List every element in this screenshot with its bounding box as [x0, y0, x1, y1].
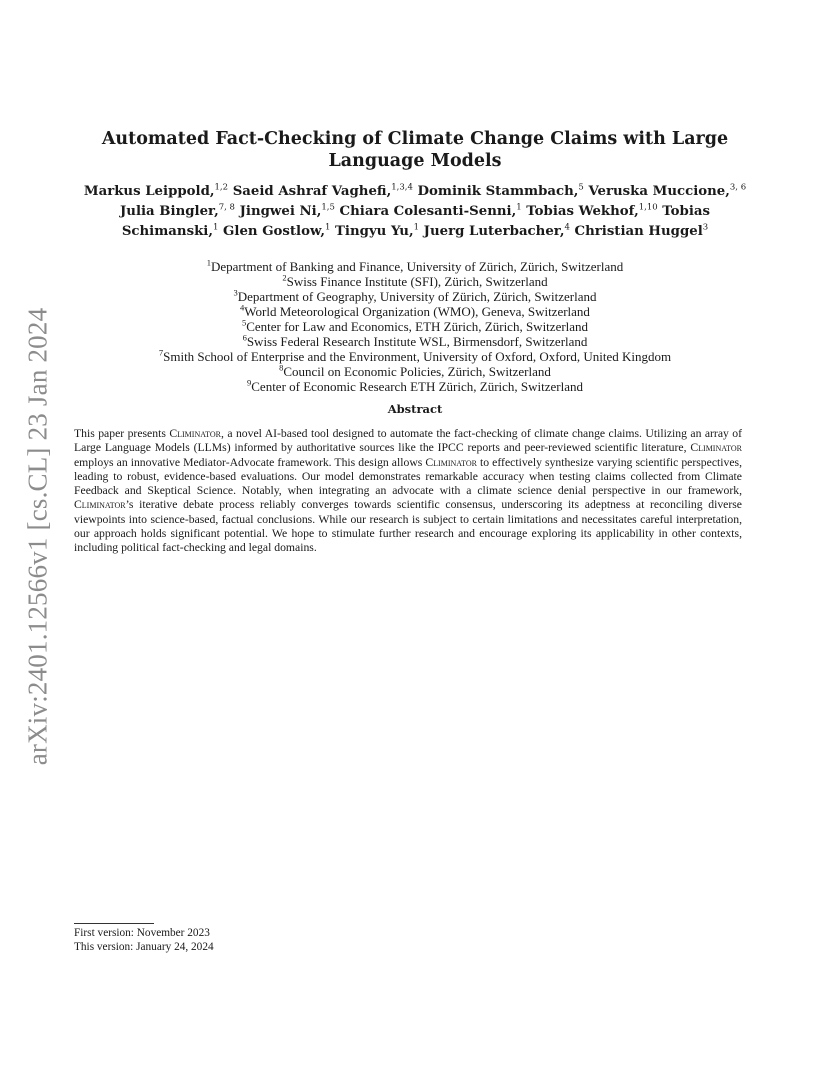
author-affiliation-marker: 1 — [413, 222, 420, 233]
author: Chiara Colesanti-Senni,$^1$ — [339, 202, 522, 219]
author: Juerg Luterbacher,$^4$ — [423, 222, 570, 239]
author-affiliation-marker: 1,5 — [321, 202, 335, 213]
this-version-note: This version: January 24, 2024 — [74, 941, 214, 953]
author-affiliation-marker: 1 — [516, 202, 522, 213]
author: Veruska Muccione,$^{3, 6}$ — [588, 182, 747, 199]
tool-name: Climinator — [425, 455, 478, 469]
abstract-segment: to effectively synthesize varying scientific perspectives, leading to robust, evidence-based evaluations. Our model demonstrates remarkable accuracy when testing claims collected from Climate Feedback and Skeptical Science. Notably, when integrating an advocate with a climate science denial perspective in our framework, — [74, 455, 742, 497]
author-affiliation-marker: 1 — [212, 222, 219, 233]
abstract-segment: This paper presents — [74, 427, 170, 440]
author: Dominik Stammbach,$^5$ — [417, 182, 584, 199]
author: Jingwei Ni,$^{1,5}$ — [239, 202, 335, 219]
affiliation: $^6$Swiss Federal Research Institute WSL, Birmensdorf, Switzerland — [242, 332, 588, 349]
abstract-text — [74, 427, 742, 555]
affiliation: $^5$Center for Law and Economics, ETH Zürich, Zürich, Switzerland — [241, 317, 589, 334]
author-affiliation-marker: 7, 8 — [218, 202, 235, 213]
tool-name: Climinator — [690, 441, 742, 455]
author-affiliation-marker: 5 — [578, 182, 584, 193]
abstract-segment: ’s iterative debate process reliably converges towards scientific consensus, underscoring its adeptness at reconciling diverse viewpoints into science-based, factual conclusions. While our research is subject to certain limitations and necessitates careful interpretation, our approach holds significant potential. We hope to stimulate further research and encourage exploring its applicability in other contexts, including political fact-checking and legal domains. — [74, 498, 742, 554]
author: Saeid Ashraf Vaghefi,$^{1,3,4}$ — [232, 182, 413, 199]
tool-name: Climinator — [169, 427, 221, 440]
author: Markus Leippold,$^{1,2}$ — [83, 182, 229, 199]
affiliation: $^7$Smith School of Enterprise and the Environment, University of Oxford, Oxford, United Kingdom — [158, 347, 672, 364]
author: Julia Bingler,$^{7, 8}$ — [119, 202, 235, 219]
affiliation: $^9$Center of Economic Research ETH Zürich, Zürich, Switzerland — [247, 377, 583, 394]
author-affiliation-marker: 3 — [702, 222, 709, 233]
affiliation: $^8$Council on Economic Policies, Zürich, Switzerland — [279, 362, 551, 379]
arxiv-identifier-text: arXiv:2401.12566v1 [cs.CL] 23 Jan 2024 — [22, 307, 53, 765]
affiliation: $^3$Department of Geography, University of Zürich, Zürich, Switzerland — [233, 287, 597, 304]
affiliation: $^2$Swiss Finance Institute (SFI), Zürich, Switzerland — [282, 272, 548, 289]
author: Tingyu Yu,$^1$ — [335, 222, 420, 239]
author-list — [80, 182, 750, 242]
author-affiliation-marker: 1,2 — [214, 182, 229, 193]
author-affiliation-marker: 3, 6 — [729, 182, 747, 193]
footnotes — [74, 926, 474, 954]
author-affiliation-marker: 1,3,4 — [391, 182, 413, 193]
abstract-segment: , a novel AI-based tool designed to automate the fact-checking of climate change claims. Utilizing an array of Large Language Models (LLMs) informed by authoritative sources like the IPCC reports and peer-reviewed scientific literature, — [74, 427, 743, 455]
author: Tobias Schimanski,$^1$ — [121, 204, 710, 239]
author-affiliation-marker: 1 — [324, 222, 331, 233]
affiliation: $^4$World Meteorological Organization (WMO), Geneva, Switzerland — [240, 302, 590, 319]
abstract-segment: employs an innovative Mediator-Advocate framework. This design allows — [74, 455, 426, 469]
author-affiliation-marker: 4 — [564, 222, 570, 233]
first-version-note: First version: November 2023 — [74, 927, 210, 939]
paper-title: Automated Fact-Checking of Climate Change Claims with Large Language Models — [101, 129, 729, 171]
author: Tobias Wekhof,$^{1,10}$ — [526, 202, 658, 219]
author: Christian Huggel$^3$ — [574, 222, 709, 239]
abstract-heading: Abstract — [387, 402, 443, 416]
affiliation: $^1$Department of Banking and Finance, University of Zürich, Zürich, Switzerland — [206, 257, 624, 274]
arxiv-identifier-stamp — [4, 300, 72, 772]
footnote-divider — [74, 923, 154, 924]
affiliation-list — [80, 259, 750, 394]
tool-name: Climinator — [74, 498, 126, 512]
author-affiliation-marker: 1,10 — [638, 202, 658, 213]
author: Glen Gostlow,$^1$ — [223, 222, 331, 239]
